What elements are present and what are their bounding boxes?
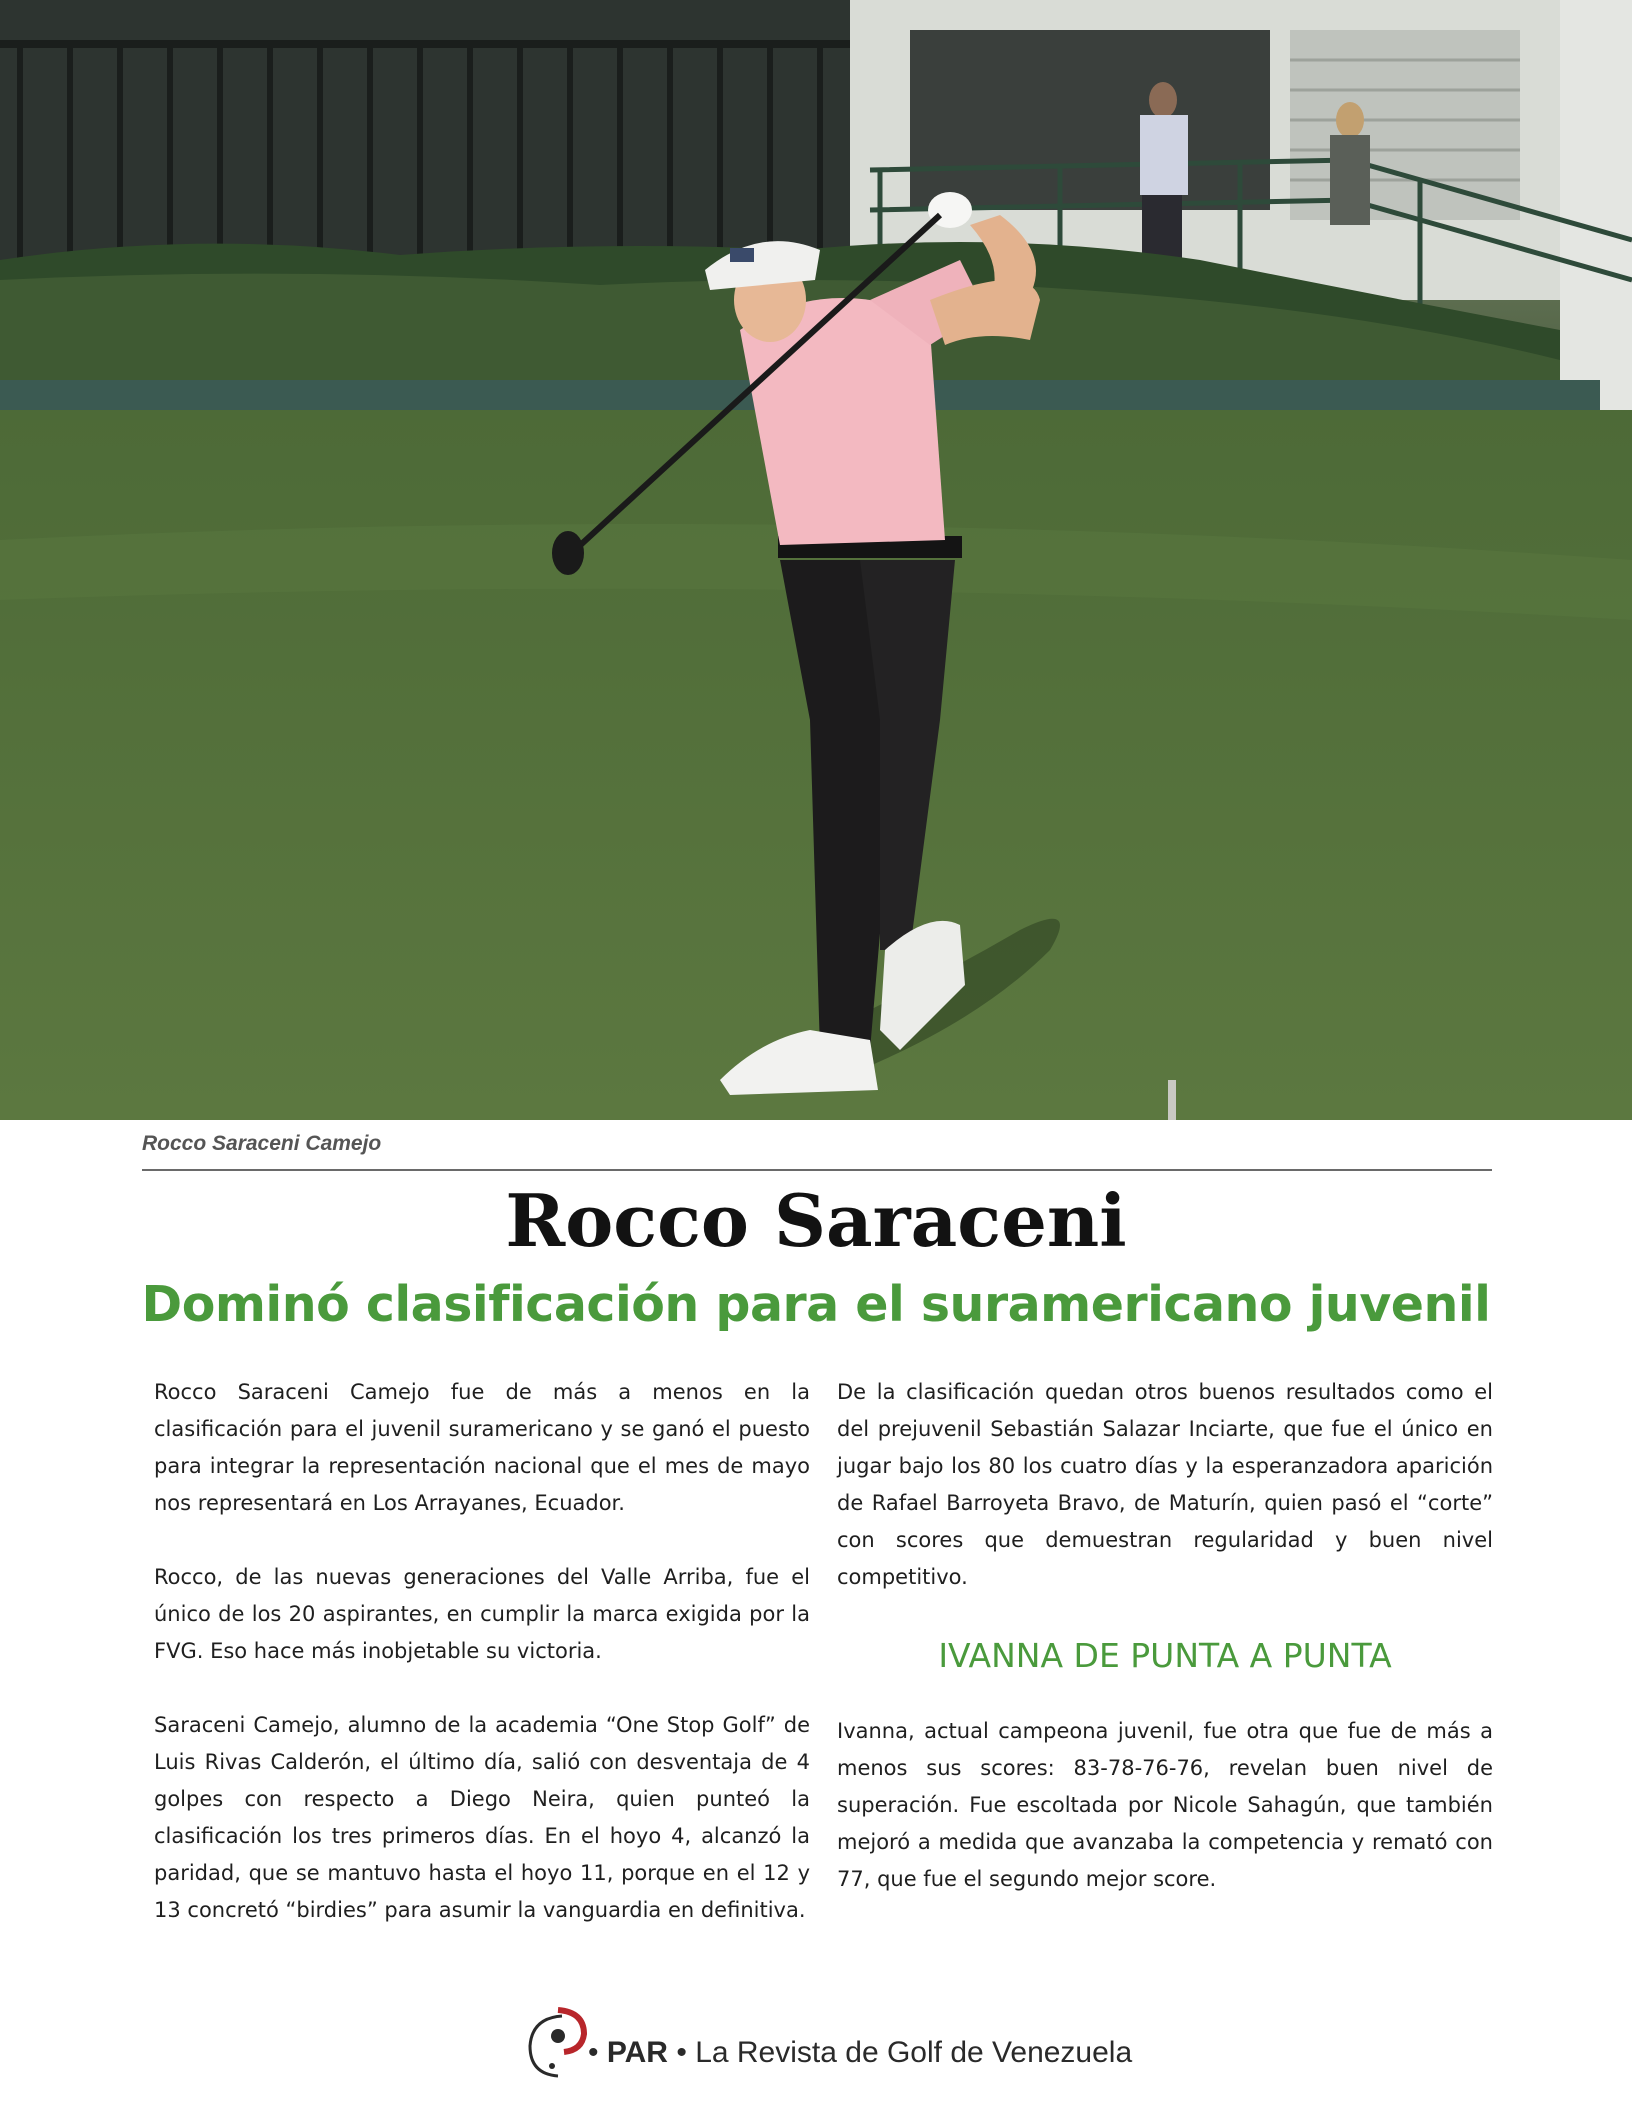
magazine-brand bbox=[588, 2036, 1132, 2070]
paragraph-1: Rocco Saraceni Camejo fue de más a menos en la clasificación para el juvenil suramericano y se ganó el puesto para integrar la representación nacional que el mes de mayo nos representará en Los Arrayanes, Ecuador. bbox=[154, 1380, 810, 1515]
paragraph-3: Saraceni Camejo, alumno de la academia “One Stop Golf” de Luis Rivas Calderón, el último día, salió con desventaja de 4 golpes con respecto a Diego Neira, quien punteó la clasificación los tres primeros días. En el hoyo 4, alcanzó la paridad, que se mantuvo hasta el hoyo 11, porque en el 12 y 13 concretó “birdies” para asumir la vanguardia en definitiva. bbox=[154, 1713, 810, 1922]
brand-name: PAR bbox=[606, 2036, 668, 2069]
section-heading: IVANNA DE PUNTA A PUNTA bbox=[938, 1636, 1392, 1675]
paragraph-2: Rocco, de las nuevas generaciones del Valle Arriba, fue el único de los 20 aspirantes, en cumplir la marca exigida por la FVG. Eso hace más inobjetable su victoria. bbox=[154, 1565, 810, 1663]
par-logo-icon bbox=[522, 1996, 592, 2086]
right-column bbox=[837, 1374, 1493, 1935]
bullet-2: • bbox=[676, 2036, 687, 2069]
brand-tagline: La Revista de Golf de Venezuela bbox=[695, 2036, 1133, 2069]
bullet-1: • bbox=[588, 2036, 599, 2069]
footer bbox=[522, 1996, 1133, 2096]
caption-divider bbox=[142, 1169, 1492, 1171]
article-subtitle: Dominó clasificación para el suramericano juvenil bbox=[141, 1276, 1491, 1333]
article-title: Rocco Saraceni bbox=[505, 1178, 1127, 1263]
photo-caption: Rocco Saraceni Camejo bbox=[142, 1132, 382, 1155]
paragraph-5: Ivanna, actual campeona juvenil, fue otra que fue de más a menos sus scores: 83-78-76-76, revelan buen nivel de superación. Fue escoltada por Nicole Sahagún, que también mejoró a medida que avanzaba la competencia y remató con 77, que fue el segundo mejor score. bbox=[837, 1719, 1493, 1891]
paragraph-4: De la clasificación quedan otros buenos resultados como el del prejuvenil Sebastián Salazar Inciarte, que fue el único en jugar bajo los 80 los cuatro días y la esperanzadora aparición de Rafael Barroyeta Bravo, de Maturín, quien pasó el “corte” con scores que demuestran regularidad y buen nivel competitivo. bbox=[837, 1380, 1493, 1589]
left-column bbox=[154, 1374, 810, 1966]
